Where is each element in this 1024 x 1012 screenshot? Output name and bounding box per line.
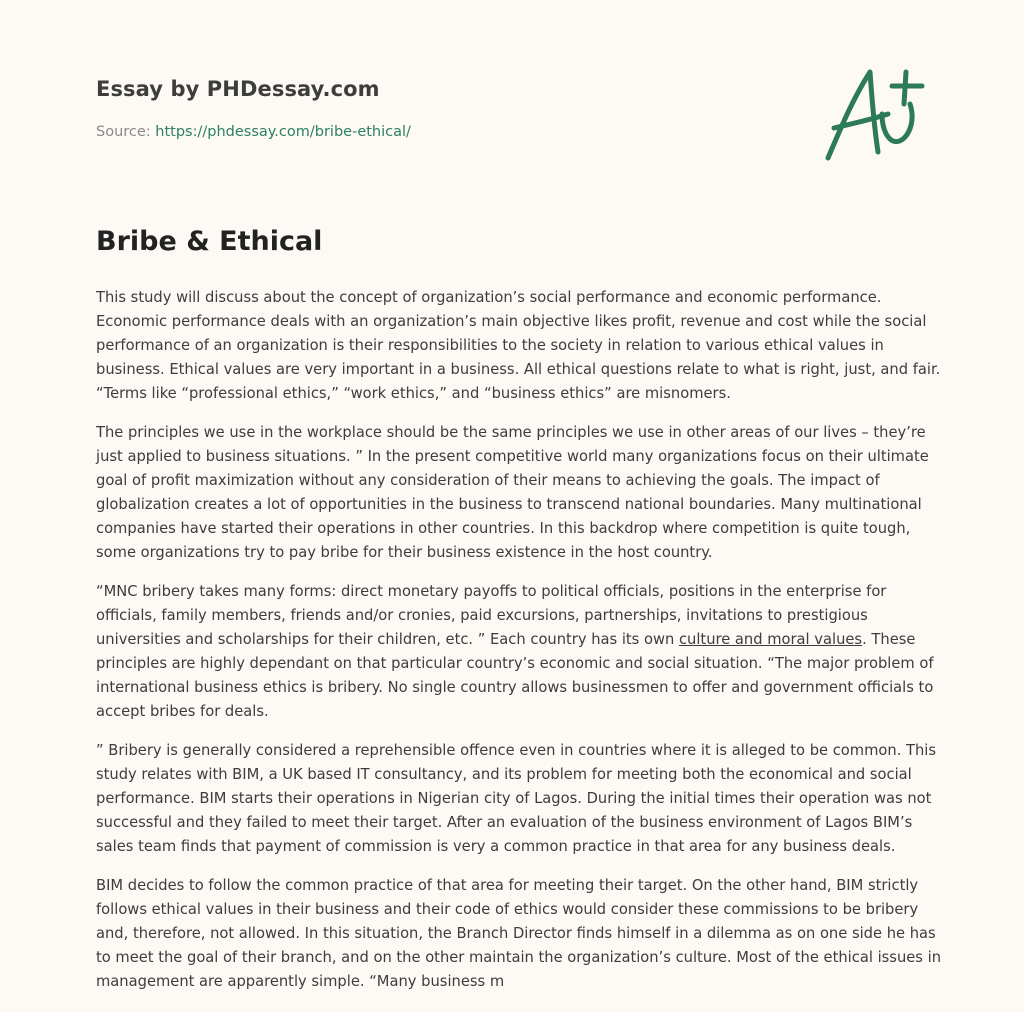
paragraph-3-text-after: . These principles are highly dependant on that particular country’s economic and social situation. “The major problem of international business ethics is bribery. No single country allows businessmen to offer and government officials to accept bribes for deals. bbox=[96, 631, 934, 720]
article-title: Bribe & Ethical bbox=[96, 226, 323, 257]
paragraph-5: BIM decides to follow the common practice of that area for meeting their target. On the other hand, BIM strictly follows ethical values in their business and their code of ethics would consider these commissions to be bribery and, therefore, not allowed. In this situation, the Branch Director finds himself in a dilemma as on one side he has to meet the goal of their branch, and on the other maintain the organization’s culture. Most of the ethical issues in management are apparently simple. “Many business m bbox=[96, 877, 942, 990]
article-body bbox=[96, 286, 942, 1009]
source-label: Source: bbox=[96, 124, 151, 140]
paragraph-1: This study will discuss about the concept of organization’s social performance and economic performance. Economic performance deals with an organization’s main objective likes profit, revenue and cost while the social performance of an organization is their responsibilities to the society in relation to various ethical values in business. Ethical values are very important in a business. All ethical questions relate to what is right, just, and fair. “Terms like “professional ethics,” “work ethics,” and “business ethics” are misnomers. bbox=[96, 289, 941, 402]
source-link[interactable]: https://phdessay.com/bribe-ethical/ bbox=[155, 124, 411, 140]
source-line bbox=[96, 124, 411, 140]
paragraph-3 bbox=[96, 580, 942, 724]
site-brand: Essay by PHDessay.com bbox=[96, 77, 380, 101]
paragraph-4: ” Bribery is generally considered a reprehensible offence even in countries where it is alleged to be common. This study relates with BIM, a UK based IT consultancy, and its problem for meeting both the economical and social performance. BIM starts their operations in Nigerian city of Lagos. During the initial times their operation was not successful and they failed to meet their target. After an evaluation of the business environment of Lagos BIM’s sales team finds that payment of commission is very a common practice in that area for any business deals. bbox=[96, 742, 937, 855]
culture-moral-values-link[interactable]: culture and moral values bbox=[678, 631, 863, 648]
paragraph-3-text-before: “MNC bribery takes many forms: direct monetary payoffs to political officials, positions in the enterprise for officials, family members, friends and/or cronies, paid excursions, partnerships, invitations to prestigious universities and scholarships for their children, etc. ” Each country has its own bbox=[96, 583, 887, 648]
a-plus-grade-icon bbox=[818, 64, 930, 168]
paragraph-2: The principles we use in the workplace should be the same principles we use in other areas of our lives – they’re just applied to business situations. ” In the present competitive world many organizations focus on their ultimate goal of profit maximization without any consideration of their means to achieving the goals. The impact of globalization creates a lot of opportunities in the business to transcend national boundaries. Many multinational companies have started their operations in other countries. In this backdrop where competition is quite tough, some organizations try to pay bribe for their business existence in the host country. bbox=[96, 424, 929, 561]
